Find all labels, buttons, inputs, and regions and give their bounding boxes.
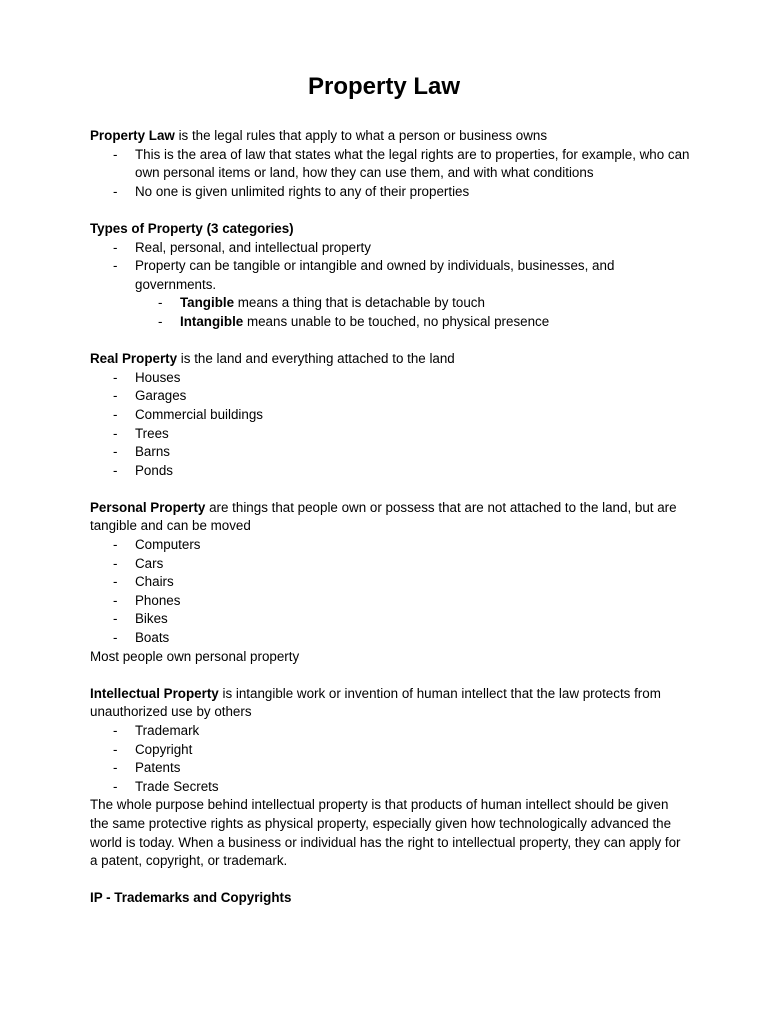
list-item — [90, 239, 690, 258]
list-item — [90, 722, 690, 741]
section-intellectual-property — [90, 685, 690, 871]
list-item-text: Phones — [135, 592, 181, 608]
bullet-dash: - — [113, 425, 118, 441]
section-heading — [90, 499, 690, 536]
list-item — [90, 183, 690, 202]
section-heading: Types of Property (3 categories) — [90, 220, 294, 236]
bullet-dash: - — [113, 555, 118, 571]
list-item-text: Trees — [135, 425, 169, 441]
list-item — [90, 387, 690, 406]
list-item — [90, 146, 690, 183]
list-item — [90, 759, 690, 778]
section-note: Most people own personal property — [90, 648, 300, 664]
bullet-dash: - — [113, 741, 118, 757]
list-item-text: No one is given unlimited rights to any of their properties — [135, 183, 470, 199]
list-item — [90, 443, 690, 462]
bullet-dash: - — [113, 388, 118, 404]
bullet-list — [90, 369, 690, 481]
bullet-dash: - — [113, 778, 118, 794]
list-item-text: Commercial buildings — [135, 406, 264, 422]
definition-text: is the land and everything attached to the land — [177, 351, 455, 367]
definition-text: means unable to be touched, no physical presence — [243, 313, 550, 329]
bullet-dash: - — [113, 592, 118, 608]
list-item-text: This is the area of law that states what the legal rights are to properties, for example, who can own personal items or land, how they can use them, and with what conditions — [135, 146, 690, 181]
nested-list-item — [135, 313, 690, 332]
list-item — [90, 573, 690, 592]
bullet-dash: - — [113, 444, 118, 460]
section-paragraph: The whole purpose behind intellectual property is that products of human intellect should be given the same protective rights as physical property, especially given how technologically advanced the world is today. When a business or individual has the right to intellectual property, they can apply for a patent, copyright, or trademark. — [90, 797, 681, 869]
list-item — [90, 536, 690, 555]
list-item — [90, 369, 690, 388]
bullet-dash: - — [113, 760, 118, 776]
bullet-list — [90, 239, 690, 332]
bullet-dash: - — [158, 295, 163, 311]
bullet-dash: - — [113, 462, 118, 478]
nested-bullet-list — [135, 294, 690, 331]
bullet-list — [90, 146, 690, 202]
list-item — [90, 425, 690, 444]
section-heading: IP - Trademarks and Copyrights — [90, 890, 292, 906]
bullet-dash: - — [113, 574, 118, 590]
section-real-property — [90, 350, 690, 480]
bullet-dash: - — [113, 630, 118, 646]
bullet-dash: - — [113, 611, 118, 627]
list-item-text: Property can be tangible or intangible and owned by individuals, businesses, and governments. — [135, 258, 615, 292]
section-heading — [90, 127, 690, 146]
section-types-of-property — [90, 220, 690, 332]
bullet-dash: - — [113, 146, 118, 162]
term-bold: Property Law — [90, 128, 175, 143]
list-item-text: Computers — [135, 537, 201, 553]
list-item — [90, 592, 690, 611]
list-item — [90, 257, 690, 331]
bullet-list — [90, 722, 690, 796]
list-item-text: Trade Secrets — [135, 778, 219, 794]
definition-text: is intangible work or invention of human intellect that the law protects from unauthorized use by others — [90, 685, 661, 720]
bullet-dash: - — [158, 313, 163, 329]
bullet-list — [90, 536, 690, 648]
section-heading — [90, 685, 690, 722]
term-bold: Intangible — [180, 313, 244, 329]
list-item — [90, 741, 690, 760]
bullet-dash: - — [113, 537, 118, 553]
list-item-text: Chairs — [135, 574, 174, 590]
list-item-text: Copyright — [135, 741, 193, 757]
term-bold: Personal Property — [90, 499, 206, 515]
list-item — [90, 406, 690, 425]
bullet-dash: - — [113, 239, 118, 255]
section-heading — [90, 350, 690, 369]
list-item-text: Houses — [135, 369, 181, 385]
bullet-dash: - — [113, 406, 118, 422]
list-item — [90, 462, 690, 481]
list-item-text: Ponds — [135, 462, 173, 478]
list-item — [90, 610, 690, 629]
list-item — [90, 555, 690, 574]
nested-list-item — [135, 294, 690, 313]
list-item-text: Boats — [135, 630, 170, 646]
bullet-dash: - — [113, 183, 118, 199]
definition-text: are things that people own or possess that are not attached to the land, but are tangible and can be moved — [90, 499, 677, 534]
list-item-text: Garages — [135, 388, 187, 404]
list-item-text: Barns — [135, 444, 170, 460]
list-item — [90, 778, 690, 797]
list-item-text: Real, personal, and intellectual property — [135, 239, 371, 255]
section-ip-trademarks-copyrights — [90, 889, 690, 908]
definition-text: is the legal rules that apply to what a person or business owns — [174, 128, 548, 143]
definition-text: means a thing that is detachable by touch — [234, 295, 485, 311]
list-item-text: Cars — [135, 555, 164, 571]
page-title: Property Law — [307, 73, 461, 100]
list-item-text: Bikes — [135, 611, 168, 627]
section-personal-property — [90, 499, 690, 666]
bullet-dash: - — [113, 723, 118, 738]
term-bold: Real Property — [90, 351, 178, 367]
bullet-dash: - — [113, 258, 118, 274]
section-property-law — [90, 127, 690, 201]
bullet-dash: - — [113, 369, 118, 385]
list-item — [90, 629, 690, 648]
term-bold: Intellectual Property — [90, 685, 219, 701]
list-item-text: Trademark — [135, 723, 200, 738]
term-bold: Tangible — [180, 295, 235, 311]
list-item-text: Patents — [135, 760, 181, 776]
document-body — [90, 127, 690, 927]
